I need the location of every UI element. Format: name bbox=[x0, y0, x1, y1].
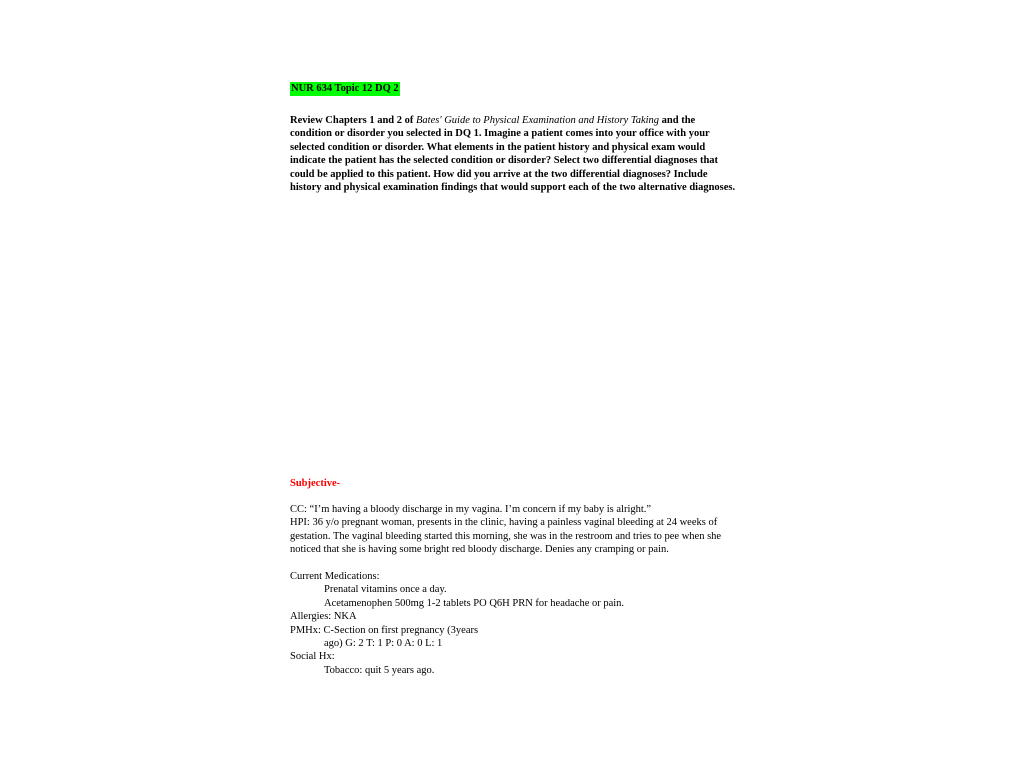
document-title: NUR 634 Topic 12 DQ 2 bbox=[291, 83, 399, 94]
social-history-item: Tobacco: quit 5 years ago. bbox=[324, 664, 435, 676]
discussion-prompt bbox=[290, 114, 736, 194]
chief-complaint: CC: “I’m having a bloody discharge in my vagina. I’m concern if my baby is alright.” bbox=[290, 504, 652, 515]
past-medical-history: PMHx: C-Section on first pregnancy (3years bbox=[290, 624, 479, 636]
subjective-section bbox=[290, 503, 736, 677]
past-medical-history-continued: ago) G: 2 T: 1 P: 0 A: 0 L: 1 bbox=[324, 638, 443, 650]
subjective-heading: Subjective- bbox=[290, 478, 341, 489]
allergies: Allergies: NKA bbox=[290, 611, 357, 623]
prompt-book-title: Bates' Guide to Physical Examination and History Taking bbox=[416, 115, 660, 126]
history-of-present-illness: HPI: 36 y/o pregnant woman, presents in the clinic, having a painless vaginal bleeding at 24 weeks of gestation. The vaginal bleeding started this morning, she was in the restroom and tries to pee when she noticed that she is having some bright red bloody discharge. Denies any cramping or pain. bbox=[290, 517, 722, 556]
prompt-text-start: Review Chapters 1 and 2 of bbox=[290, 115, 416, 126]
current-medications-label: Current Medications: bbox=[290, 571, 380, 583]
prompt-text-end: and the condition or disorder you selected in DQ 1. Imagine a patient comes into your office with your selected condition or disorder. What elements in the patient history and physical exam would indicate the patient has the selected condition or disorder? Select two differential diagnoses that could be applied to this patient. How did you arrive at the two differential diagnoses? Include history and physical examination findings that would support each of the two alternative diagnoses. bbox=[290, 115, 736, 194]
spacer bbox=[290, 557, 736, 570]
medication-item: Acetamenophen 500mg 1-2 tablets PO Q6H PRN for headache or pain. bbox=[324, 597, 625, 609]
social-history-label: Social Hx: bbox=[290, 651, 335, 663]
medication-item: Prenatal vitamins once a day. bbox=[324, 584, 447, 596]
